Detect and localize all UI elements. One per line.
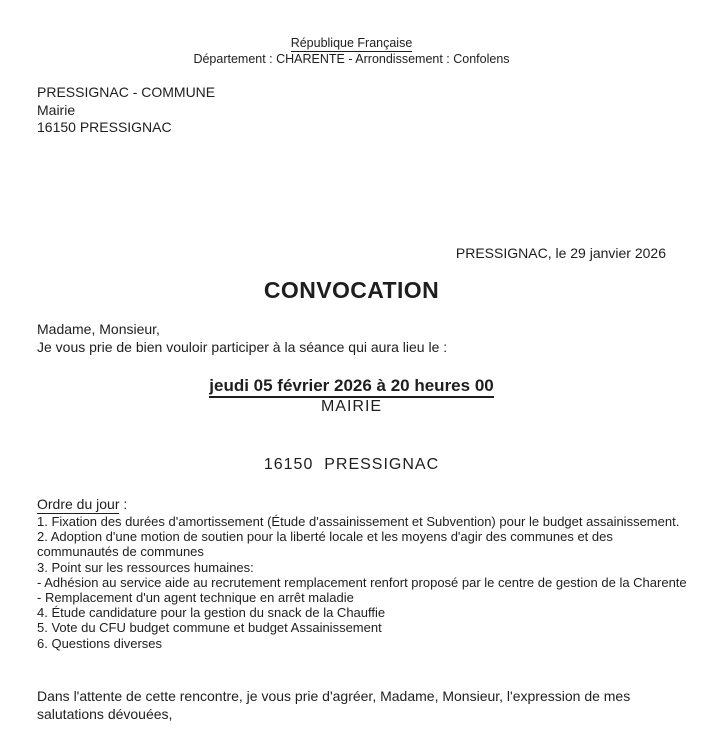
agenda-heading-colon: : <box>119 496 128 512</box>
sender-office: Mairie <box>37 101 76 118</box>
meeting-datetime-text: jeudi 05 février 2026 à 20 heures 00 <box>209 376 493 398</box>
agenda-subitem: - Remplacement d'un agent technique en arrêt maladie <box>37 590 354 606</box>
intro-line: Je vous prie de bien vouloir participer à la séance qui aura lieu le : <box>37 339 448 355</box>
sender-address-block <box>37 84 215 137</box>
letterhead-department-line: Département : CHARENTE - Arrondissement : Confolens <box>193 52 510 66</box>
meeting-datetime-line <box>0 376 703 396</box>
agenda-subitem: - Adhésion au service aide au recrutement remplacement renfort proposé par le centre de gestion de la Charente <box>37 574 687 590</box>
closing-paragraph: Dans l'attente de cette rencontre, je vous prie d'agréer, Madame, Monsieur, l'expression de mes salutations dévouées, <box>37 688 631 722</box>
agenda-item: 2. Adoption d'une motion de soutien pour la liberté locale et les moyens d'agir des communes et des <box>37 529 613 545</box>
salutation-line: Madame, Monsieur, <box>37 321 160 337</box>
document-title: CONVOCATION <box>263 277 440 303</box>
agenda-item: 1. Fixation des durées d'amortissement (Étude d'assainissement et Subvention) pour le budget assainissement. <box>37 514 680 529</box>
agenda-item: 4. Étude candidature pour la gestion du snack de la Chauffie <box>37 605 386 621</box>
meeting-place-line: MAIRIE <box>320 398 383 415</box>
agenda-heading-line <box>37 496 127 512</box>
agenda-item-continuation: communautés de communes <box>37 544 204 560</box>
agenda-item: 3. Point sur les ressources humaines: <box>37 559 254 575</box>
agenda-list <box>37 514 687 651</box>
agenda-item: 6. Questions diverses <box>37 635 163 651</box>
place-date-line: PRESSIGNAC, le 29 janvier 2026 <box>455 245 666 261</box>
agenda-heading-text: Ordre du jour <box>37 496 120 512</box>
meeting-city-line: 16150 PRESSIGNAC <box>263 456 440 473</box>
republic-title: République Française <box>290 36 413 50</box>
agenda-item: 5. Vote du CFU budget commune et budget Assainissement <box>37 620 382 636</box>
sender-postal-city: 16150 PRESSIGNAC <box>37 119 172 135</box>
letterhead-republic-line <box>0 36 703 50</box>
letter-intro-block <box>37 320 447 356</box>
sender-commune: PRESSIGNAC - COMMUNE <box>37 84 216 100</box>
